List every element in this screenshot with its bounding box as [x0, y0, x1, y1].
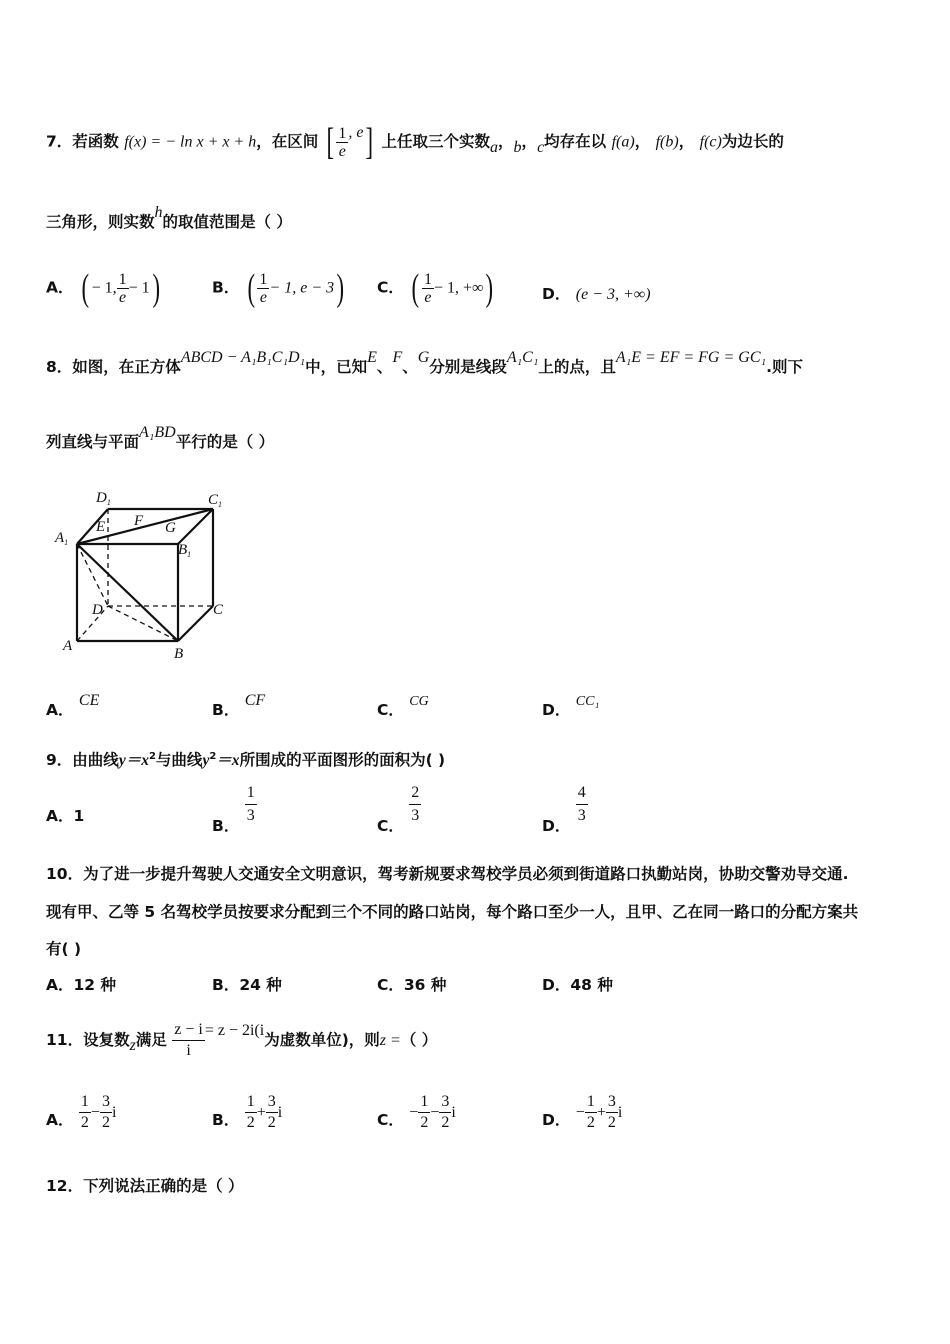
q11-text-1: 设复数: [83, 1031, 130, 1049]
option-i: i: [277, 1104, 283, 1121]
option-op: +: [256, 1104, 266, 1121]
q8-segment: A₁C₁: [506, 349, 539, 366]
option-value: CE: [78, 692, 100, 709]
q7-option-d[interactable]: [542, 282, 651, 304]
q9-curve-1: y＝x: [118, 752, 149, 769]
edge-a1b: [77, 544, 178, 641]
q8-option-d[interactable]: [542, 694, 600, 720]
label-c: C: [213, 602, 224, 618]
label-a1: $A_1$: [55, 530, 69, 547]
option-value-part: − 1: [128, 279, 150, 297]
q8-number: 8．: [46, 358, 73, 376]
q11-option-d[interactable]: D． − $\frac{1}{2}$ + $\frac{3}{2}$ i: [542, 1093, 623, 1131]
q8-option-a[interactable]: [46, 692, 100, 720]
option-i: i: [451, 1104, 456, 1121]
q7-var-b: b: [513, 138, 522, 156]
option-label: B．: [212, 278, 240, 297]
q7-line2-text-b: 的取值范围是（ ）: [162, 213, 292, 231]
q11-z-eq: z =: [379, 1032, 401, 1049]
label-b1: $B_1$: [178, 542, 192, 559]
option-label: D．: [542, 285, 571, 303]
option-value: 1: [73, 807, 85, 825]
q9-exp-2: 2: [209, 751, 217, 762]
option-value: CF: [244, 692, 266, 709]
q7-interval-right: , e: [348, 123, 364, 141]
q11-option-a[interactable]: A． $\frac{1}{2}$ − $\frac{3}{2}$ i: [46, 1093, 117, 1131]
q7-text-1: 若函数: [72, 132, 119, 151]
q8-text-5: .则下: [766, 358, 803, 376]
option-sign: −: [409, 1104, 419, 1121]
q11-option-c[interactable]: C． − $\frac{1}{2}$ − $\frac{3}{2}$ i: [377, 1093, 456, 1131]
q11-rhs: = z − 2i(i: [204, 1022, 265, 1039]
q7-fb: f(b): [655, 133, 679, 151]
q8-line1: [46, 349, 803, 380]
q7-line2: [46, 204, 292, 235]
q7-option-c[interactable]: C． ( $\frac{1}{e}$ − 1, +∞): [377, 267, 494, 309]
option-value: (e − 3, +∞): [575, 286, 651, 303]
option-op: −: [90, 1104, 100, 1121]
option-value-part: − 1, +∞: [433, 279, 484, 297]
option-label: C．: [377, 817, 404, 835]
q11-fraction: $\frac{z - i}{i}$: [174, 1021, 203, 1059]
q8-text-4: 上的点，且: [538, 358, 616, 376]
q9-curve-2b: ＝x: [216, 752, 240, 769]
q12-number: 12．: [46, 1177, 84, 1195]
option-value: CC₁: [575, 694, 600, 709]
q10-option-d[interactable]: [542, 973, 613, 995]
q9-option-b[interactable]: B． $\frac{1}{3}$: [212, 784, 255, 835]
q7-number: 7．: [46, 132, 73, 151]
q11-text-3: 为虚数单位)，则: [264, 1031, 380, 1049]
option-label: B．: [212, 817, 240, 835]
label-e: E: [96, 519, 106, 535]
q8-line2-text-b: 平行的是（ ）: [175, 433, 275, 451]
option-label: D．: [542, 817, 571, 835]
q8-text-3: 分别是线段: [429, 358, 507, 376]
q10-line1: [46, 862, 848, 886]
q10-text-2: 现有甲、乙等 5 名驾校学员按要求分配到三个不同的路口站岗，每个路口至少一人，且甲、乙在同一路口的分配方案共: [46, 903, 859, 921]
option-label: C．: [377, 278, 404, 297]
q7-function: f(x) = − ln x + x + h: [124, 133, 257, 151]
q8-option-b[interactable]: [212, 692, 266, 720]
q9-text-3: 所围成的平面图形的面积为( ): [239, 751, 446, 769]
q9-exp-1: 2: [148, 751, 156, 762]
option-text: A．12 种: [46, 976, 116, 994]
q9-line: [46, 745, 445, 773]
q7-text-5: 为边长的: [721, 132, 784, 151]
q10-option-a[interactable]: [46, 973, 116, 995]
option-i: i: [111, 1104, 117, 1121]
q10-number: 10．: [46, 865, 84, 883]
q9-curve-2: y: [202, 752, 210, 769]
q7-fc: f(c): [699, 133, 722, 151]
label-b: B: [174, 646, 184, 662]
q8-cube: ABCD − A₁B₁C₁D₁: [180, 349, 306, 366]
option-label: B．: [212, 1111, 240, 1129]
q11-line: [46, 1020, 437, 1061]
q10-text-3: 有( ): [46, 940, 82, 958]
q8-line2-text-a: 列直线与平面: [46, 433, 140, 451]
q9-number: 9．: [46, 751, 73, 769]
q8-cube-figure: [50, 488, 240, 668]
label-g: G: [165, 520, 176, 536]
option-value: CG: [409, 694, 429, 709]
q9-option-d[interactable]: D． $\frac{4}{3}$: [542, 784, 586, 835]
option-sign: −: [575, 1104, 585, 1121]
option-op: −: [430, 1104, 440, 1121]
label-f: F: [134, 513, 144, 529]
option-value-part: − 1, e − 3: [269, 279, 335, 297]
option-label: D．: [542, 1111, 571, 1129]
q9-text-2: 与曲线: [155, 751, 203, 769]
q7-text-3: 上任取三个实数: [381, 132, 491, 151]
q7-line1: 7．若函数 f(x) = − ln x + x + h，在区间 [ $\frac{1}{e}$ , e] 上任取三个实数a，b，c均存在以 f(a)， f(b)， f(c)为边长的: [46, 121, 784, 163]
q7-text-2: ，在区间: [256, 132, 319, 151]
q10-text-1: 为了进一步提升驾驶人交通安全文明意识，驾考新规要求驾校学员必须到街道路口执勤站岗，协助交警劝导交通.: [83, 865, 849, 883]
option-label: C．: [377, 701, 404, 719]
q12-text-1: 下列说法正确的是（ ）: [83, 1177, 244, 1195]
option-label: C．: [377, 1111, 404, 1129]
q8-point-e: E: [367, 349, 377, 366]
q10-option-c[interactable]: [377, 973, 446, 995]
q8-line2: [46, 424, 275, 455]
q7-var-a: a: [490, 138, 499, 156]
q8-equation: A₁E = EF = FG = GC₁: [615, 349, 767, 366]
q8-text-1: 如图，在正方体: [72, 358, 181, 376]
option-label: A．: [46, 701, 74, 719]
q8-option-c[interactable]: [377, 694, 429, 720]
label-c1: $C_1$: [208, 492, 223, 509]
q7-fa: f(a): [611, 133, 635, 151]
q7-var-c: c: [537, 138, 545, 156]
separator: 、: [402, 358, 418, 376]
label-a: A: [63, 638, 73, 654]
q11-text-4: （ ）: [400, 1031, 438, 1049]
label-d1: $D_1$: [96, 490, 111, 507]
q10-option-b[interactable]: [212, 973, 282, 995]
option-text: D．48 种: [542, 976, 613, 994]
q7-var-h: h: [154, 204, 163, 221]
option-op: +: [596, 1104, 606, 1121]
edge-bc: [178, 606, 213, 641]
option-label: B．: [212, 701, 240, 719]
option-text: B．24 种: [212, 976, 282, 994]
q10-line2: [46, 900, 858, 924]
q8-point-f: F: [392, 349, 403, 366]
label-d: D: [92, 602, 103, 618]
option-value-part: − 1,: [91, 279, 117, 297]
q9-option-c[interactable]: C． $\frac{2}{3}$: [377, 784, 420, 835]
q10-line3: [46, 937, 81, 961]
option-label: A．: [46, 278, 74, 297]
edge-db: [108, 606, 178, 641]
q9-option-a[interactable]: [46, 804, 84, 826]
q7-option-b[interactable]: B． ( $\frac{1}{e}$ − 1, e − 3): [212, 267, 345, 309]
q8-text-2: 中，已知: [305, 358, 368, 376]
q7-text-4: 均存在以: [544, 132, 607, 151]
q11-option-b[interactable]: B． $\frac{1}{2}$ + $\frac{3}{2}$ i: [212, 1093, 283, 1131]
q8-plane: A₁BD: [139, 424, 176, 441]
separator: 、: [376, 358, 393, 376]
q7-option-a[interactable]: A． ( − 1, $\frac{1}{e}$ − 1): [46, 267, 160, 309]
option-label: D．: [542, 701, 571, 719]
option-i: i: [617, 1104, 623, 1121]
q9-text-1: 由曲线: [72, 751, 119, 769]
q11-var-z: z: [129, 1037, 136, 1054]
q12-line: [46, 1174, 243, 1198]
edge-a1d: [77, 544, 108, 606]
q11-text-2: 满足: [135, 1031, 167, 1049]
option-label: A．: [46, 1111, 74, 1129]
option-text: C．36 种: [377, 976, 447, 994]
q8-point-g: G: [417, 349, 430, 366]
q7-line2-text-a: 三角形，则实数: [46, 213, 155, 231]
q11-number: 11．: [46, 1031, 84, 1049]
q7-interval-frac: $\frac{1}{e}$: [338, 124, 347, 160]
option-label: A．: [46, 807, 74, 825]
